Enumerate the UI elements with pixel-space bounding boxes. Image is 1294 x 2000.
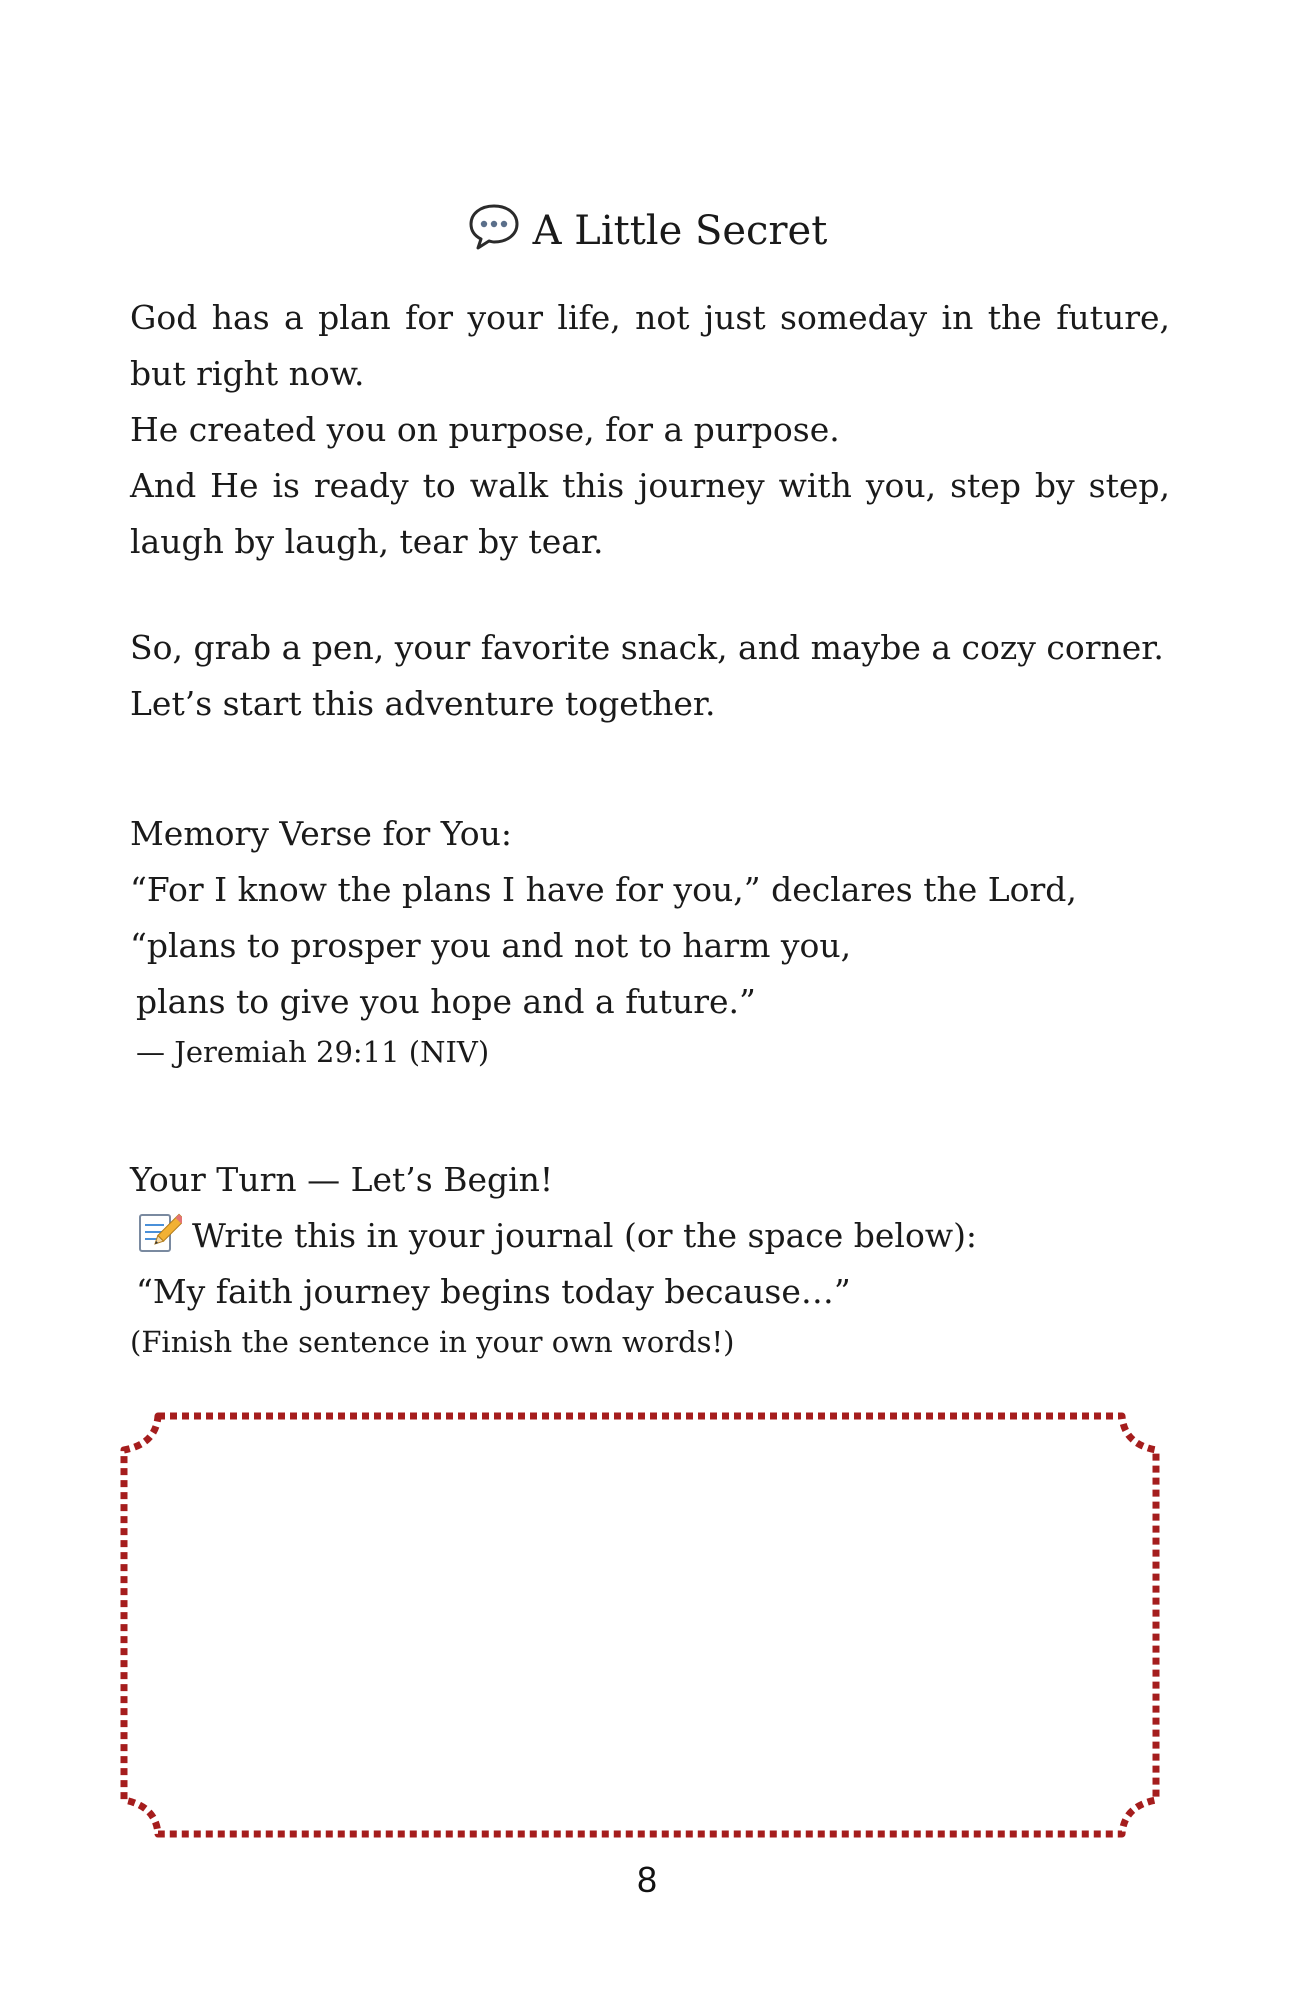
instruction-note: (Finish the sentence in your own words!) <box>130 1325 735 1359</box>
section-heading <box>0 200 1294 259</box>
page-number: 8 <box>636 1859 658 1900</box>
instruction-line <box>130 1208 1170 1264</box>
verse-line: plans to give you hope and a future.” <box>136 982 756 1021</box>
verse-line: “plans to prosper you and not to harm you, <box>130 926 852 965</box>
verse-citation: — Jeremiah 29:11 (NIV) <box>136 1035 490 1069</box>
intro-line: And He is ready to walk this journey with you, step by step, laugh by laugh, tear by tear. <box>130 466 1170 561</box>
intro-line: He created you on purpose, for a purpose. <box>130 410 840 449</box>
intro-line: God has a plan for your life, not just someday in the future, but right now. <box>130 298 1170 393</box>
memory-verse <box>130 806 1170 1074</box>
verse-line: “For I know the plans I have for you,” declares the Lord, <box>130 870 1077 909</box>
answer-box[interactable] <box>118 1410 1162 1840</box>
journal-prompt: “My faith journey begins today because…” <box>136 1272 851 1311</box>
your-turn-section <box>130 1152 1170 1364</box>
speech-bubble-icon <box>467 202 521 252</box>
memo-pencil-icon <box>136 1209 182 1255</box>
intro-paragraph <box>130 290 1170 570</box>
invite-line: So, grab a pen, your favorite snack, and maybe a cozy corner. <box>130 628 1164 667</box>
instruction-text: Write this in your journal (or the space below): <box>192 1216 978 1255</box>
section-title: A Little Secret <box>532 208 828 254</box>
invite-line: Let’s start this adventure together. <box>130 684 716 723</box>
your-turn-heading: Your Turn — Let’s Begin! <box>130 1160 554 1199</box>
invite-paragraph <box>130 620 1170 732</box>
verse-label: Memory Verse for You: <box>130 814 512 853</box>
